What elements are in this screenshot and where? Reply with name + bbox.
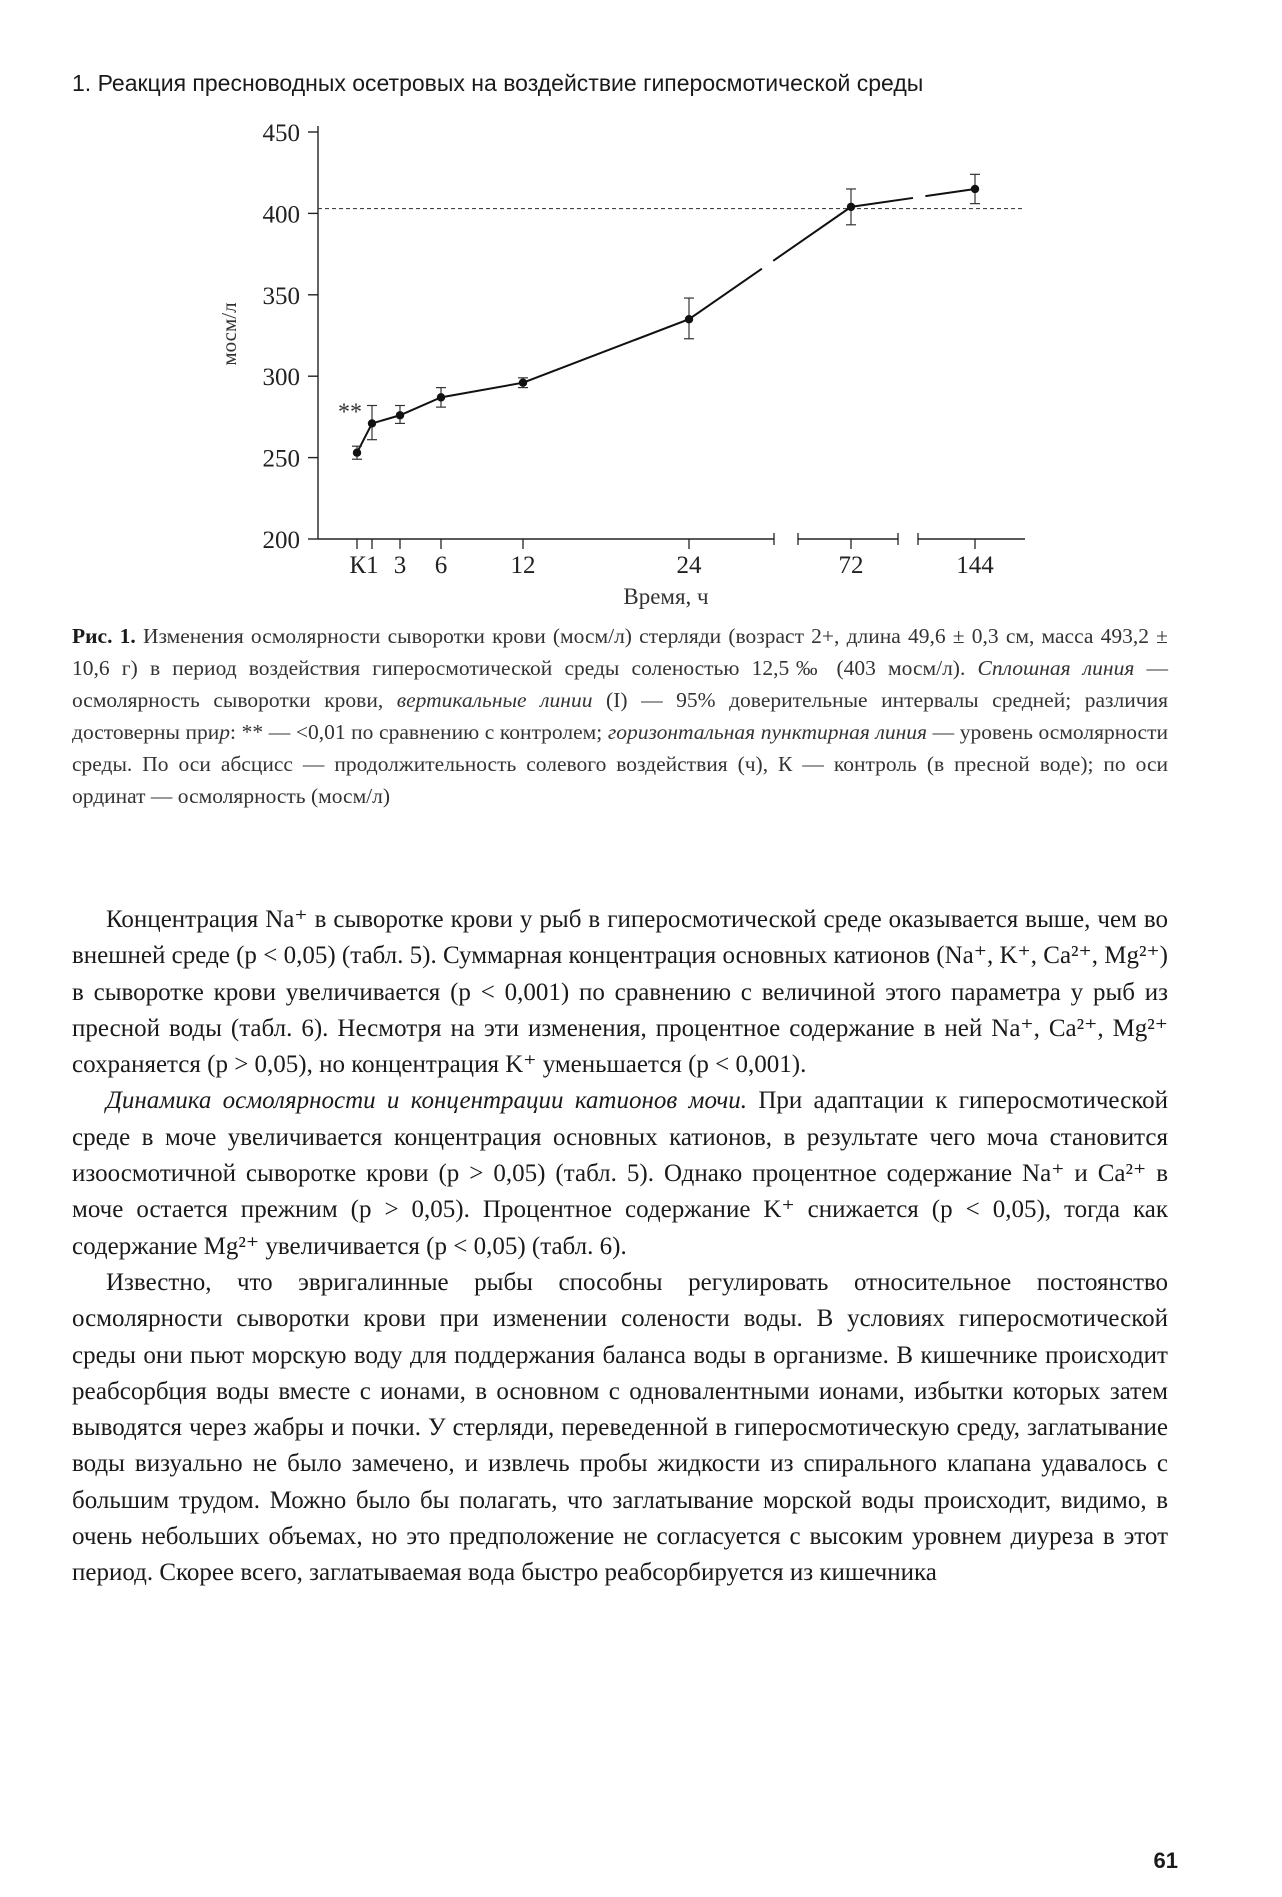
caption-text-2: — осмолярность сыворотки крови, (72, 656, 1169, 712)
y-tick-label: 350 (262, 282, 300, 310)
x-axis-title: Время, ч (623, 584, 709, 609)
caption-text-5: — уровень осмолярности среды. По оси абсцисс — продолжительность солевого воздействия (ч), К — контроль (в пресной воде); по оси ординат — осмолярность (мосм/л) (72, 720, 1169, 808)
series-line (357, 189, 975, 453)
x-tick-label: 12 (510, 552, 536, 579)
y-tick-label: 400 (262, 201, 300, 229)
body-text (72, 902, 1168, 1592)
y-tick-label: 200 (262, 527, 300, 554)
data-point (847, 203, 855, 211)
paragraph-2-text: При адаптации к гиперосмотической среде в моче увеличивается концентрация основных катионов, в результате чего моча становится изоосмотичной сыворотке крови (p > 0,05) (табл. 5). Однако процентное содержание Na⁺ и Ca²⁺ в моче остается прежним (p > 0,05). Процентное содержание K⁺ снижается (p < 0,05), тогда как содержание Mg²⁺ увеличивается (p < 0,05) (табл. 6). (72, 1087, 1168, 1260)
data-point (368, 419, 376, 427)
paragraph-2 (72, 1083, 1168, 1264)
running-head: 1. Реакция пресноводных осетровых на воздействие гиперосмотической среды (72, 70, 924, 96)
caption-p-var: р (219, 720, 231, 744)
data-point (519, 379, 527, 387)
paragraph-1: Концентрация Na⁺ в сыворотке крови у рыб в гиперосмотической среде оказывается выше, чем во внешней среде (p < 0,05) (табл. 5). Суммарная концентрация основных катионов (Na⁺, K⁺, Ca²⁺, Mg²⁺) в сыворотке крови увеличивается (p < 0,001) по сравнению с величиной этого параметра у рыб из пресной воды (табл. 6). Несмотря на эти изменения, процентное содержание в ней Na⁺, Ca²⁺, Mg²⁺ сохраняется (p > 0,05), но концентрация K⁺ уменьшается (p < 0,001). (72, 906, 1168, 1079)
caption-italic-2: вертикальные линии (396, 688, 593, 712)
significance-mark: ** (338, 399, 362, 426)
y-tick-label: 450 (262, 120, 300, 147)
caption-text-1: Изменения осмолярности сыворотки крови (мосм/л) стерляди (возраст 2+, длина 49,6 ± 0,3 см, масса 493,2 ± 10,6 г) в период воздействия гиперосмотической среды соленостью 12,5‰ (403 мосм/л). (72, 624, 1168, 680)
paragraph-2-heading: Динамика осмолярности и концентрации катионов мочи. (106, 1087, 748, 1115)
caption-italic-3: горизонтальная пунктирная линия (607, 720, 928, 744)
data-point (437, 393, 445, 401)
x-tick-label: 144 (956, 552, 994, 579)
x-tick-label: 3 (393, 552, 407, 579)
paragraph-3: Известно, что эвригалинные рыбы способны регулировать относительное постоянство осмолярности сыворотки крови при изменении солености воды. В условиях гиперосмотической среды они пьют морскую воду для поддержания баланса воды в организме. В кишечнике происходит реабсорбция воды вместе с ионами, в основном с одновалентными ионами, избытки которых затем выводятся через жабры и почки. У стерляди, переведенной в гиперосмотическую среду, заглатывание воды визуально не было замечено, и извлечь пробы жидкости из спирального клапана удавалось с большим трудом. Можно было бы полагать, что заглатывание морской воды происходит, видимо, в очень небольших объемах, но это предположение не согласуется с высоким уровнем диуреза в этот период. Скорее всего, заглатываемая вода быстро реабсорбируется из кишечника (72, 1268, 1168, 1587)
x-tick-label: 6 (434, 552, 448, 579)
figure-caption (72, 620, 1168, 812)
caption-text-3: (I) — 95% доверительные интервалы средней; различия достоверны при (72, 688, 1168, 744)
caption-text-4: : ** — <0,01 по сравнению с контролем; (230, 720, 603, 744)
data-point (685, 315, 693, 323)
caption-italic-1: Сплошная линия (977, 656, 1135, 680)
osmolarity-chart (0, 0, 1282, 610)
y-tick-label: 300 (262, 364, 300, 392)
x-tick-label: 72 (838, 552, 864, 579)
figure-label: Рис. 1. (72, 624, 136, 648)
y-axis-title: мосм/л (217, 302, 241, 366)
y-tick-label: 250 (262, 445, 300, 473)
data-point (396, 411, 404, 419)
data-point (353, 449, 361, 457)
page-number: 61 (1153, 1848, 1178, 1873)
data-point (971, 185, 979, 193)
x-tick-label: К1 (349, 552, 379, 579)
x-tick-label: 24 (676, 552, 702, 579)
